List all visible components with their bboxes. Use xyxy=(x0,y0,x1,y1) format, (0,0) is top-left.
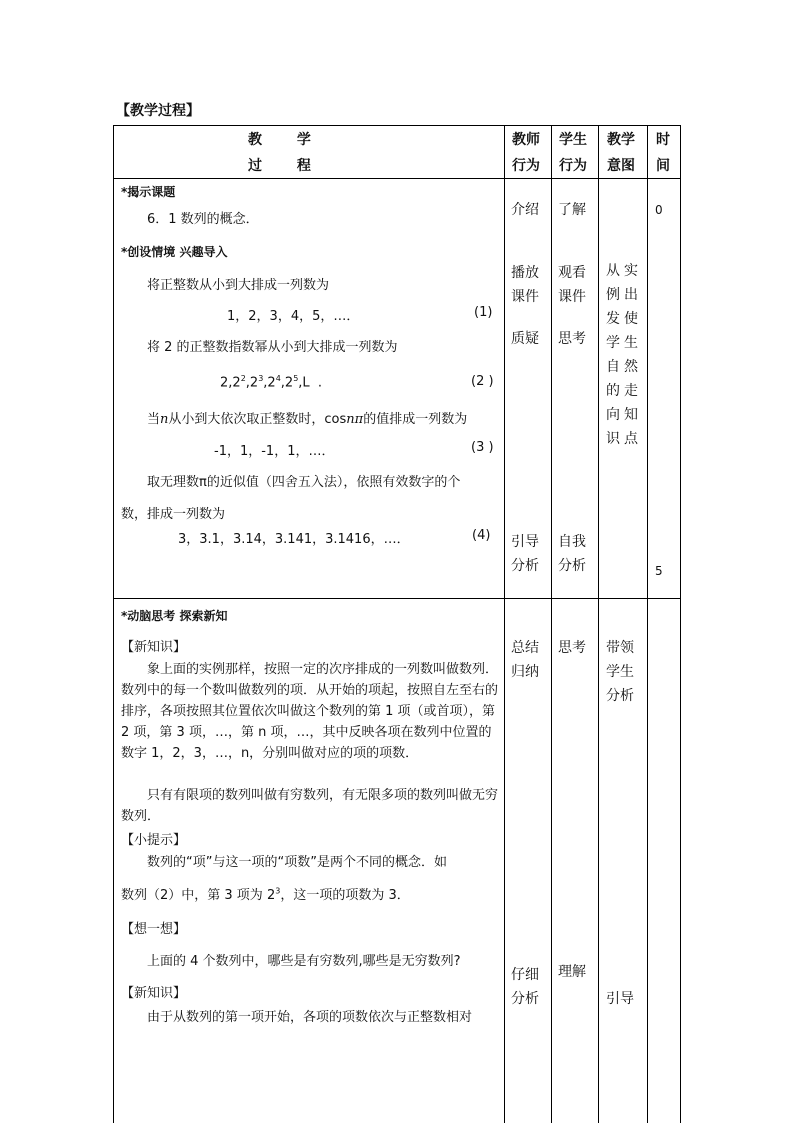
finite-infinite-paragraph: 只有有限项的数列叫做有穷数列，有无限多项的数列叫做无穷数列． xyxy=(121,788,499,824)
intro-line-b: 将 2 的正整数指数幂从小到大排成一列数为 xyxy=(147,340,398,355)
situation-heading: *创设情境 兴趣导入 xyxy=(121,245,228,259)
sequence-4-number: (4) xyxy=(472,528,491,543)
teacher-action: 课件 xyxy=(511,289,539,305)
header-intent-2: 意图 xyxy=(607,158,635,174)
table-top-border xyxy=(113,125,681,126)
hint-line-2: 数列（2）中，第 3 项为 $2^3$，这一项的项数为 3． xyxy=(121,886,410,903)
table-left-border xyxy=(113,125,114,1123)
teaching-intent: 带领 xyxy=(606,640,634,656)
sequence-4: 3，3.1，3.14，3.141，3.1416，…． xyxy=(178,532,410,547)
teaching-intent: 分析 xyxy=(606,688,634,704)
col-divider-1 xyxy=(504,125,505,1123)
sequence-2: $2,2^2,2^3,2^4,2^5,L$ . xyxy=(220,374,323,391)
continuation-line: 由于从数列的第一项开始，各项的项数依次与正整数相对 xyxy=(147,1010,473,1025)
sequence-1-number: (1) xyxy=(474,305,493,320)
think-question: 上面的 4 个数列中，哪些是有穷数列,哪些是无穷数列? xyxy=(147,954,461,969)
teacher-action: 质疑 xyxy=(511,331,539,347)
header-student-2: 行为 xyxy=(559,158,587,174)
section-title: 【教学过程】 xyxy=(116,103,200,119)
teaching-intent: 学生 xyxy=(606,664,634,680)
hint-line-1: 数列的“项”与这一项的“项数”是两个不同的概念．如 xyxy=(147,855,447,870)
student-action: 自我 xyxy=(558,534,586,550)
header-teacher-1: 教师 xyxy=(512,132,540,148)
sequence-1: 1，2，3，4，5，…． xyxy=(227,309,360,324)
header-process-1: 教 学 xyxy=(248,132,311,148)
time-end: 5 xyxy=(655,564,663,578)
topic-heading: *揭示课题 xyxy=(121,185,176,199)
student-action: 课件 xyxy=(558,289,586,305)
sequence-2-number: (2 ) xyxy=(471,374,494,389)
intro-line-c: 当n从小到大依次取正整数时，cosnπ的值排成一列数为 xyxy=(147,412,468,427)
sequence-3: -1，1，-1，1，…． xyxy=(214,444,335,459)
header-student-1: 学生 xyxy=(559,132,587,148)
teacher-action: 分析 xyxy=(511,558,539,574)
new-knowledge-tag: 【新知识】 xyxy=(121,640,187,655)
teacher-action: 总结 xyxy=(511,640,539,656)
col-divider-3 xyxy=(598,125,599,1123)
time-start: 0 xyxy=(655,203,663,217)
teaching-intent: 引导 xyxy=(606,991,634,1007)
teacher-action: 分析 xyxy=(511,991,539,1007)
header-bottom-border xyxy=(113,178,681,179)
teacher-action: 归纳 xyxy=(511,664,539,680)
teacher-action: 仔细 xyxy=(511,967,539,983)
header-time-2: 间 xyxy=(656,158,670,174)
table-right-border xyxy=(680,125,681,1123)
topic-line: 6．1 数列的概念． xyxy=(147,212,259,227)
student-action: 分析 xyxy=(558,558,586,574)
sequence-3-number: (3 ) xyxy=(471,440,494,455)
student-action: 思考 xyxy=(558,331,586,347)
header-teacher-2: 行为 xyxy=(512,158,540,174)
student-action: 了解 xyxy=(558,202,586,218)
teacher-action: 引导 xyxy=(511,534,539,550)
header-intent-1: 教学 xyxy=(607,132,635,148)
new-knowledge-tag-2: 【新知识】 xyxy=(121,986,187,1001)
think-tag: 【想一想】 xyxy=(121,922,187,937)
header-process-2: 过 程 xyxy=(248,158,311,174)
hint-tag: 【小提示】 xyxy=(121,833,187,848)
student-action: 理解 xyxy=(558,964,586,980)
teacher-action: 介绍 xyxy=(511,202,539,218)
intro-line-a: 将正整数从小到大排成一列数为 xyxy=(147,278,330,293)
intro-line-d2: 数，排成一列数为 xyxy=(121,507,226,522)
row-divider xyxy=(113,598,681,599)
student-action: 观看 xyxy=(558,265,586,281)
definition-paragraph: 象上面的实例那样，按照一定的次序排成的一列数叫做数列．数列中的每一个数叫做数列的项．从开始的项起，按照自左至右的排序，各项按照其位置依次叫做这个数列的第 1 项（或首项），第 2 项，第 3 项，…，第 n 项，…，其中反映各项在数列中位置的数字 1，2，3，…，n，分别叫做对应的项的项数． xyxy=(121,662,499,761)
student-action: 思考 xyxy=(558,640,586,656)
col-divider-2 xyxy=(551,125,552,1123)
intro-line-d1: 取无理数π的近似值（四舍五入法），依照有效数字的个 xyxy=(147,475,461,490)
header-time-1: 时 xyxy=(656,132,670,148)
teaching-intent: 从实例出发使学生自然的走向知识点 xyxy=(606,263,642,447)
explore-heading: *动脑思考 探索新知 xyxy=(121,609,228,623)
teacher-action: 播放 xyxy=(511,265,539,281)
